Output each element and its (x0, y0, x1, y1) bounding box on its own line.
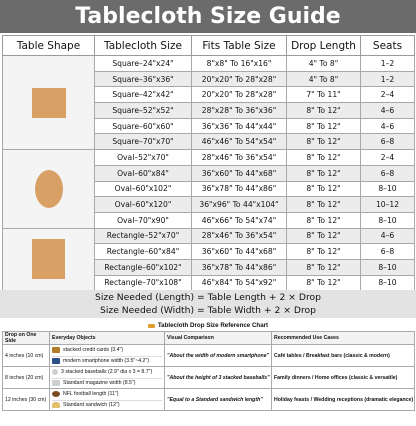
table-row (3, 228, 415, 244)
credit-card-icon (52, 347, 60, 353)
tablecloth-size: Oval–70"x90" (95, 212, 192, 228)
seats: 2–4 (361, 150, 415, 166)
size-guide-table (2, 35, 415, 291)
sandwich-icon (52, 402, 60, 408)
formula-length: Size Needed (Length) = Table Length + 2 × Drop (95, 292, 321, 303)
object-item (52, 367, 162, 378)
fits-table-size: 20"x20" To 28"x28" (192, 71, 287, 87)
magazine-icon (52, 380, 60, 386)
header-everyday-objects: Everyday Objects (50, 332, 165, 345)
drop-length: 8" To 12" (287, 212, 361, 228)
square-icon (32, 88, 66, 118)
drop-length: 8" To 12" (287, 244, 361, 260)
table-row (3, 150, 415, 166)
objects-cell (50, 345, 165, 367)
tablecloth-size: Rectangle–60"x102" (95, 259, 192, 275)
tablecloth-size: Oval–60"x120" (95, 197, 192, 213)
drop-length: 8" To 12" (287, 197, 361, 213)
use-case: Holiday feasts / Wedding receptions (dramatic elegance) (272, 389, 415, 411)
drop-reference-section (2, 320, 414, 411)
tablecloth-size: Rectangle–60"x84" (95, 244, 192, 260)
header-seats: Seats (361, 36, 415, 56)
drop-length: 4" To 8" (287, 71, 361, 87)
drop-length: 4" To 8" (287, 56, 361, 72)
drop-length: 8" To 12" (287, 150, 361, 166)
fits-table-size: 36"x60" To 44"x68" (192, 244, 287, 260)
drop-value: 8 inches (20 cm) (3, 367, 50, 389)
fits-table-size: 36"x60" To 44"x68" (192, 165, 287, 181)
drop-length: 8" To 12" (287, 228, 361, 244)
seats: 1–2 (361, 56, 415, 72)
shape-cell-square (3, 56, 95, 150)
formula-width: Size Needed (Width) = Table Width + 2 × Drop (100, 305, 316, 316)
tablecloth-size: Oval–52"x70" (95, 150, 192, 166)
use-case: Café tables / Breakfast bars (classic & modern) (272, 345, 415, 367)
object-label: Standard sandwich (12") (63, 402, 120, 409)
object-item (52, 345, 162, 356)
object-label: modern smartphone width (3.5"~4.2") (63, 358, 150, 365)
football-icon (52, 391, 60, 397)
object-item (52, 400, 162, 411)
seats: 8–10 (361, 181, 415, 197)
seats: 2–4 (361, 87, 415, 103)
seats: 8–10 (361, 212, 415, 228)
reference-row (3, 367, 415, 389)
seats: 4–6 (361, 228, 415, 244)
tablecloth-size: Square–36"x36" (95, 71, 192, 87)
reference-header-row (3, 332, 415, 345)
drop-value: 12 inches (30 cm) (3, 389, 50, 411)
fits-table-size: 8"x8" To 16"x16" (192, 56, 287, 72)
seats: 10–12 (361, 197, 415, 213)
tablecloth-size: Oval–60"x102" (95, 181, 192, 197)
fits-table-size: 36"x78" To 44"x86" (192, 259, 287, 275)
header-drop-length: Drop Length (287, 36, 361, 56)
header-tablecloth-size: Tablecloth Size (95, 36, 192, 56)
reference-table (2, 331, 415, 411)
tablecloth-size: Square–70"x70" (95, 134, 192, 150)
object-label: Standard magazine width (8.5") (63, 380, 136, 387)
pencil-icon (148, 324, 155, 328)
seats: 1–2 (361, 71, 415, 87)
fits-table-size: 28"x46" To 36"x54" (192, 150, 287, 166)
drop-value: 4 inches (10 cm) (3, 345, 50, 367)
oval-icon (35, 170, 63, 208)
drop-length: 8" To 12" (287, 103, 361, 119)
drop-length: 8" To 12" (287, 165, 361, 181)
drop-length: 8" To 12" (287, 275, 361, 291)
drop-length: 8" To 12" (287, 118, 361, 134)
fits-table-size: 28"x46" To 36"x54" (192, 228, 287, 244)
header-recommended-use-cases: Recommended Use Cases (272, 332, 415, 345)
fits-table-size: 36"x36" To 44"x44" (192, 118, 287, 134)
object-item (52, 378, 162, 389)
fits-table-size: 36"x78" To 44"x86" (192, 181, 287, 197)
object-item (52, 389, 162, 400)
baseball-icon (52, 369, 58, 375)
drop-length: 8" To 12" (287, 181, 361, 197)
table-header-row (3, 36, 415, 56)
reference-title: Tablecloth Drop Size Reference Chart (157, 322, 269, 329)
header-table-shape: Table Shape (3, 36, 95, 56)
fits-table-size: 28"x28" To 36"x36" (192, 103, 287, 119)
tablecloth-size: Oval–60"x84" (95, 165, 192, 181)
table-row (3, 56, 415, 72)
tablecloth-size: Rectangle–52"x70" (95, 228, 192, 244)
seats: 6–8 (361, 134, 415, 150)
objects-cell (50, 389, 165, 411)
seats: 6–8 (361, 244, 415, 260)
reference-title-row (2, 320, 414, 331)
rectangle-icon (32, 239, 65, 279)
reference-row (3, 345, 415, 367)
drop-length: 7" To 11" (287, 87, 361, 103)
objects-cell (50, 367, 165, 389)
drop-length: 8" To 12" (287, 134, 361, 150)
seats: 6–8 (361, 165, 415, 181)
tablecloth-size: Square–60"x60" (95, 118, 192, 134)
visual-comparison: "Equal to a Standard sandwich length" (165, 389, 272, 411)
tablecloth-size: Square–24"x24" (95, 56, 192, 72)
header-visual-comparison: Visual Comparison (165, 332, 272, 345)
smartphone-icon (52, 358, 60, 364)
object-label: 3 stacked baseballs (2.9" dia x 3 = 8.7") (61, 369, 153, 376)
drop-length: 8" To 12" (287, 259, 361, 275)
header-drop-on-one-side: Drop on One Side (3, 332, 50, 345)
object-label: NFL football length (11") (63, 391, 119, 398)
seats: 4–6 (361, 103, 415, 119)
object-label: stacked credit cards (3.4") (63, 347, 124, 354)
seats: 8–10 (361, 275, 415, 291)
visual-comparison: "About the height of 3 stacked baseballs" (165, 367, 272, 389)
formula-area (0, 290, 416, 318)
reference-row (3, 389, 415, 411)
use-case: Family dinners / Home offices (classic & versatile) (272, 367, 415, 389)
page-title: Tablecloth Size Guide (0, 0, 416, 33)
tablecloth-size: Square–52"x52" (95, 103, 192, 119)
fits-table-size: 20"x20" To 28"x28" (192, 87, 287, 103)
tablecloth-size: Rectangle–70"x108" (95, 275, 192, 291)
fits-table-size: 46"x46" To 54"x54" (192, 134, 287, 150)
visual-comparison: "About the width of modern smartphone" (165, 345, 272, 367)
seats: 4–6 (361, 118, 415, 134)
fits-table-size: 36"x96" To 44"x104" (192, 197, 287, 213)
fits-table-size: 46"x84" To 54"x92" (192, 275, 287, 291)
shape-cell-rectangle (3, 228, 95, 291)
seats: 8–10 (361, 259, 415, 275)
shape-cell-oval (3, 150, 95, 228)
object-item (52, 356, 162, 367)
fits-table-size: 46"x66" To 54"x74" (192, 212, 287, 228)
tablecloth-size: Square–42"x42" (95, 87, 192, 103)
header-fits-table-size: Fits Table Size (192, 36, 287, 56)
